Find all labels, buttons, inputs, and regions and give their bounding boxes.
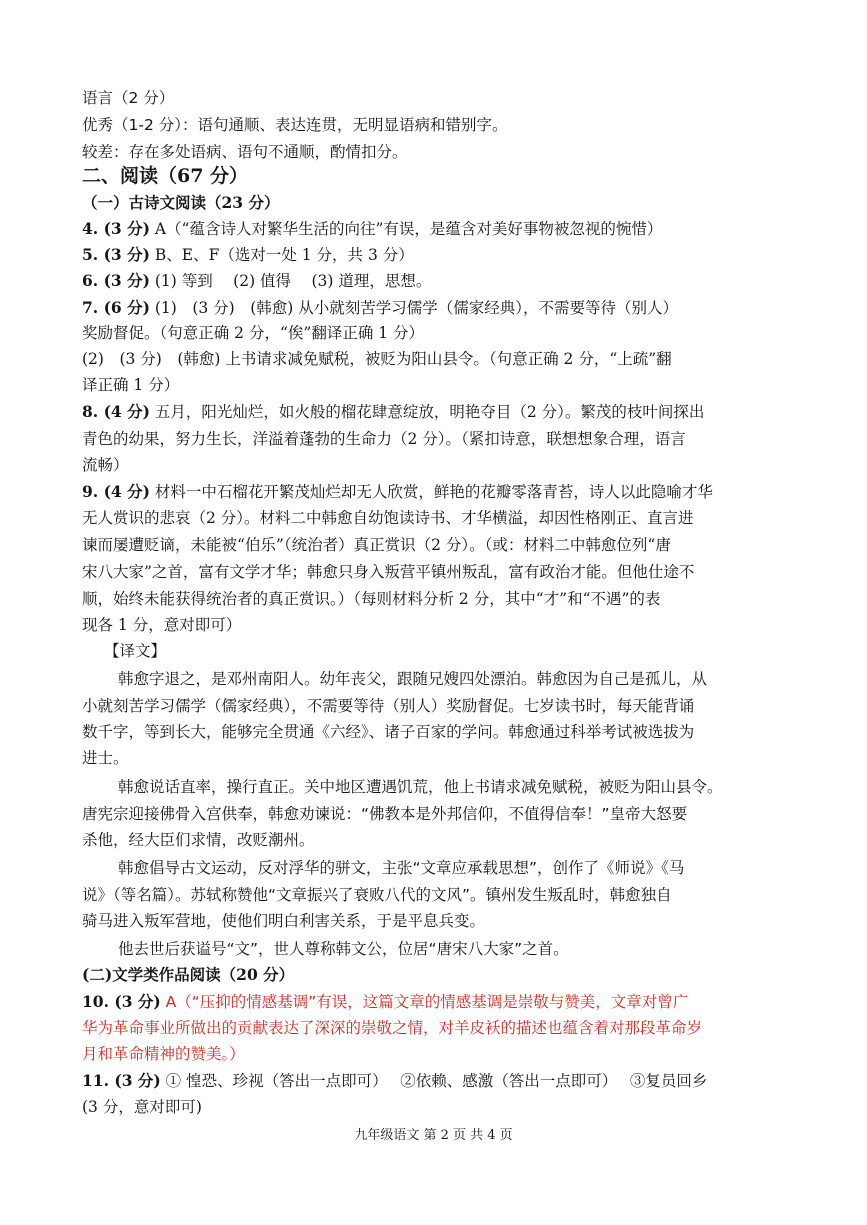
answer-q9-line1: 9. (4 分) 材料一中石榴花开繁茂灿烂却无人欣赏，鲜艳的花瓣零落青苔，诗人以此隐喻才华 [82,482,713,501]
section-reading-heading: 二、阅读（67 分） [82,165,249,187]
answer-q7-line1: 7. (6 分) (1) (3 分) (韩愈) 从小就刻苦学习儒学（儒家经典），不需要等待（别人） [82,298,678,317]
answer-q8-line3: 流畅） [82,456,129,474]
page-footer: 九年级语文 第 2 页 共 4 页 [354,1128,513,1143]
answer-q9-line4: 宋八大家”之首，富有文学才华；韩愈只身入叛营平镇州叛乱，富有政治才能。但他仕途不 [82,563,695,581]
answer-q9-line2: 无人赏识的悲哀（2 分）。材料二中韩愈自幼饱读诗书、才华横溢，却因性格刚正、直言进 [82,509,694,527]
answer-q5: 5. (3 分) B、E、F（选对一处 1 分，共 3 分） [82,245,414,264]
answer-q7-line4: 译正确 1 分） [82,376,180,394]
answer-q9-line6: 现各 1 分，意对即可） [82,616,242,634]
translation-heading: 【译文】 [104,642,167,660]
answer-q9-line3: 谏而屡遭贬谪，未能被“伯乐”（统治者）真正赏识（2 分）。（或：材料二中韩愈位列“唐 [82,536,671,554]
answer-q6: 6. (3 分) (1) 等到 (2) 值得 (3) 道理，思想。 [82,271,432,290]
subsection-classical-heading: （一）古诗文阅读（23 分） [82,193,280,212]
answer-q8-line1: 8. (4 分) 五月，阳光灿烂，如火般的榴花肆意绽放，明艳夺目（2 分）。繁茂的枝叶间探出 [82,402,705,421]
answer-q9-line5: 顺，始终未能获得统治者的真正赏识。）（每则材料分析 2 分，其中“才”和“不遇”的表 [82,590,661,608]
translation-p3-line1: 韩愈倡导古文运动，反对浮华的骈文，主张“文章应承载思想”，创作了《师说》《马 [118,859,685,877]
translation-p1-line1: 韩愈字退之，是邓州南阳人。幼年丧父，跟随兄嫂四处漂泊。韩愈因为自己是孤儿，从 [118,670,708,688]
answer-q10-line1: 10. (3 分) A（“压抑的情感基调”有误，这篇文章的情感基调是崇敬与赞美，文章对曾广 [82,992,689,1011]
answer-q10-line2: 华为革命事业所做出的贡献表达了深深的崇敬之情，对羊皮袄的描述也蕴含着对那段革命岁 [82,1019,703,1037]
translation-p3-line3: 骑马进入叛军营地，使他们明白利害关系，于是平息兵变。 [82,912,486,930]
translation-p4-line1: 他去世后获谥号“文”，世人尊称韩文公，位居“唐宋八大家”之首。 [118,940,569,958]
language-criteria-title: 语言（2 分） [82,89,175,107]
translation-p2-line2: 唐宪宗迎接佛骨入宫供奉，韩愈劝谏说：“佛教本是外邦信仰，不值得信奉！”皇帝大怒要 [82,805,688,823]
answer-q10-line3: 月和革命精神的赞美。） [82,1045,245,1063]
answer-q7-line3: (2) (3 分) (韩愈) 上书请求减免赋税，被贬为阳山县令。（句意正确 2 分，“上疏”翻 [82,350,672,368]
answer-q11-line1: 11. (3 分) ① 惶恐、珍视（答出一点即可） ②依赖、感激（答出一点即可） ③复员回乡 [82,1071,708,1090]
language-criteria-poor: 较差：存在多处语病、语句不通顺，酌情扣分。 [82,143,408,161]
answer-q8-line2: 青色的幼果，努力生长，洋溢着蓬勃的生命力（2 分）。（紧扣诗意，联想想象合理，语言 [82,430,686,448]
translation-p2-line1: 韩愈说话直率，操行直正。关中地区遭遇饥荒，他上书请求减免赋税，被贬为阳山县令。 [118,778,723,796]
subsection-literary-heading: (二)文学类作品阅读（20 分） [82,965,295,984]
translation-p1-line3: 数千字，等到长大，能够完全贯通《六经》、诸子百家的学问。韩愈通过科举考试被选拔为 [82,723,695,741]
translation-p2-line3: 杀他，经大臣们求情，改贬潮州。 [82,831,315,849]
language-criteria-excellent: 优秀（1-2 分）：语句通顺、表达连贯，无明显语病和错别字。 [82,116,508,134]
translation-p1-line2: 小就刻苦学习儒学（儒家经典），不需要等待（别人）奖励督促。七岁读书时，每天能背诵 [82,697,695,715]
answer-q11-line2: (3 分，意对即可) [82,1098,202,1116]
translation-p1-line4: 进士。 [82,749,129,767]
answer-q7-line2: 奖励督促。（句意正确 2 分，“俟”翻译正确 1 分） [82,324,425,342]
answer-q4: 4. (3 分) A（“蕴含诗人对繁华生活的向往”有误，是蕴含对美好事物被忽视的惋惜） [82,219,663,238]
translation-p3-line2: 说》（等名篇）。苏轼称赞他“文章振兴了衰败八代的文风”。镇州发生叛乱时，韩愈独自 [82,886,672,904]
